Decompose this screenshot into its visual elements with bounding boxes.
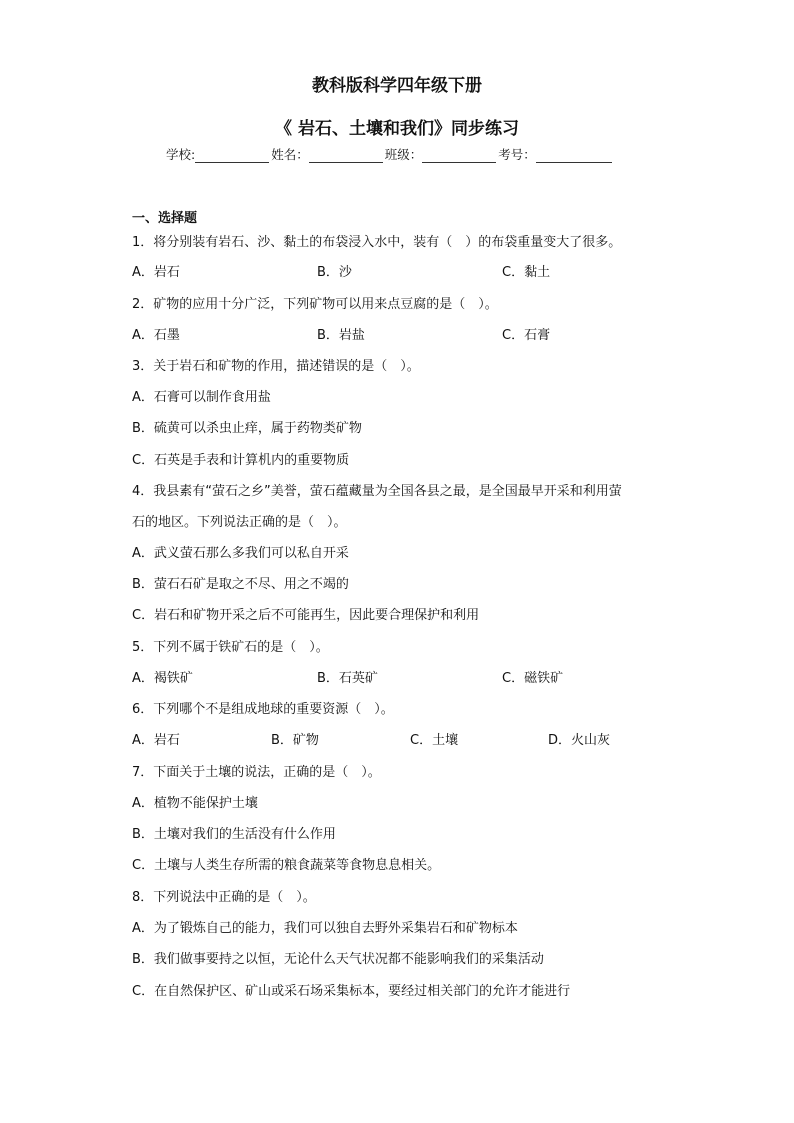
q2-option-a: A．石墨 <box>132 328 180 343</box>
q1-option-b: B．沙 <box>317 265 352 280</box>
student-info-row <box>166 145 614 163</box>
q4-option-a: A．武义萤石那么多我们可以私自开采 <box>132 546 349 561</box>
q4-option-b: B．萤石石矿是取之不尽、用之不竭的 <box>132 577 349 592</box>
q6-option-b: B．矿物 <box>271 733 319 748</box>
question-6: 6．下列哪个不是组成地球的重要资源（ ）。 <box>132 702 394 717</box>
q3-option-b: B．硫黄可以杀虫止痒，属于药物类矿物 <box>132 421 362 436</box>
q8-option-b: B．我们做事要持之以恒，无论什么天气状况都不能影响我们的采集活动 <box>132 952 544 967</box>
question-2: 2．矿物的应用十分广泛，下列矿物可以用来点豆腐的是（ ）。 <box>132 297 498 312</box>
q7-option-a: A．植物不能保护土壤 <box>132 796 258 811</box>
question-3: 3．关于岩石和矿物的作用，描述错误的是（ ）。 <box>132 359 420 374</box>
q8-option-a: A．为了锻炼自己的能力，我们可以独自去野外采集岩石和矿物标本 <box>132 921 518 936</box>
question-4-line-2: 石的地区。下列说法正确的是（ ）。 <box>132 515 347 530</box>
name-blank <box>309 148 383 163</box>
q5-option-c: C．磁铁矿 <box>502 671 564 686</box>
q6-option-c: C．土壤 <box>410 733 459 748</box>
q5-option-a: A．褐铁矿 <box>132 671 193 686</box>
question-5: 5．下列不属于铁矿石的是（ ）。 <box>132 640 329 655</box>
q3-option-c: C．石英是手表和计算机内的重要物质 <box>132 453 350 468</box>
q8-option-c: C．在自然保护区、矿山或采石场采集标本，要经过相关部门的允许才能进行 <box>132 984 571 999</box>
school-blank <box>195 148 269 163</box>
class-blank <box>422 148 496 163</box>
q6-option-a: A．岩石 <box>132 733 180 748</box>
q5-option-b: B．石英矿 <box>317 671 378 686</box>
q2-option-b: B．岩盐 <box>317 328 365 343</box>
name-label: 姓名： <box>271 147 309 162</box>
question-7: 7．下面关于土壤的说法，正确的是（ ）。 <box>132 765 381 780</box>
question-4-line-1: 4．我县素有“萤石之乡”美誉，萤石蕴藏量为全国各县之最，是全国最早开采和利用萤 <box>132 484 622 499</box>
question-1: 1．将分别装有岩石、沙、黏土的布袋浸入水中，装有（ ）的布袋重量变大了很多。 <box>132 235 622 250</box>
q4-option-c: C．岩石和矿物开采之后不可能再生，因此要合理保护和利用 <box>132 608 480 623</box>
q3-option-a: A．石膏可以制作食用盐 <box>132 390 271 405</box>
number-label: 考号： <box>498 147 536 162</box>
page-title: 教科版科学四年级下册 <box>312 76 482 96</box>
q1-option-a: A．岩石 <box>132 265 180 280</box>
number-blank <box>536 148 612 163</box>
class-label: 班级： <box>384 147 423 162</box>
q7-option-c: C．土壤与人类生存所需的粮食蔬菜等食物息息相关。 <box>132 858 441 873</box>
section-heading: 一、选择题 <box>132 211 198 226</box>
q6-option-d: D．火山灰 <box>548 733 611 748</box>
page-subtitle: 《 岩石、土壤和我们》同步练习 <box>275 119 519 139</box>
q2-option-c: C．石膏 <box>502 328 551 343</box>
school-label: 学校: <box>166 147 196 162</box>
q1-option-c: C．黏土 <box>502 265 551 280</box>
q7-option-b: B．土壤对我们的生活没有什么作用 <box>132 827 336 842</box>
question-8: 8．下列说法中正确的是（ ）。 <box>132 890 316 905</box>
